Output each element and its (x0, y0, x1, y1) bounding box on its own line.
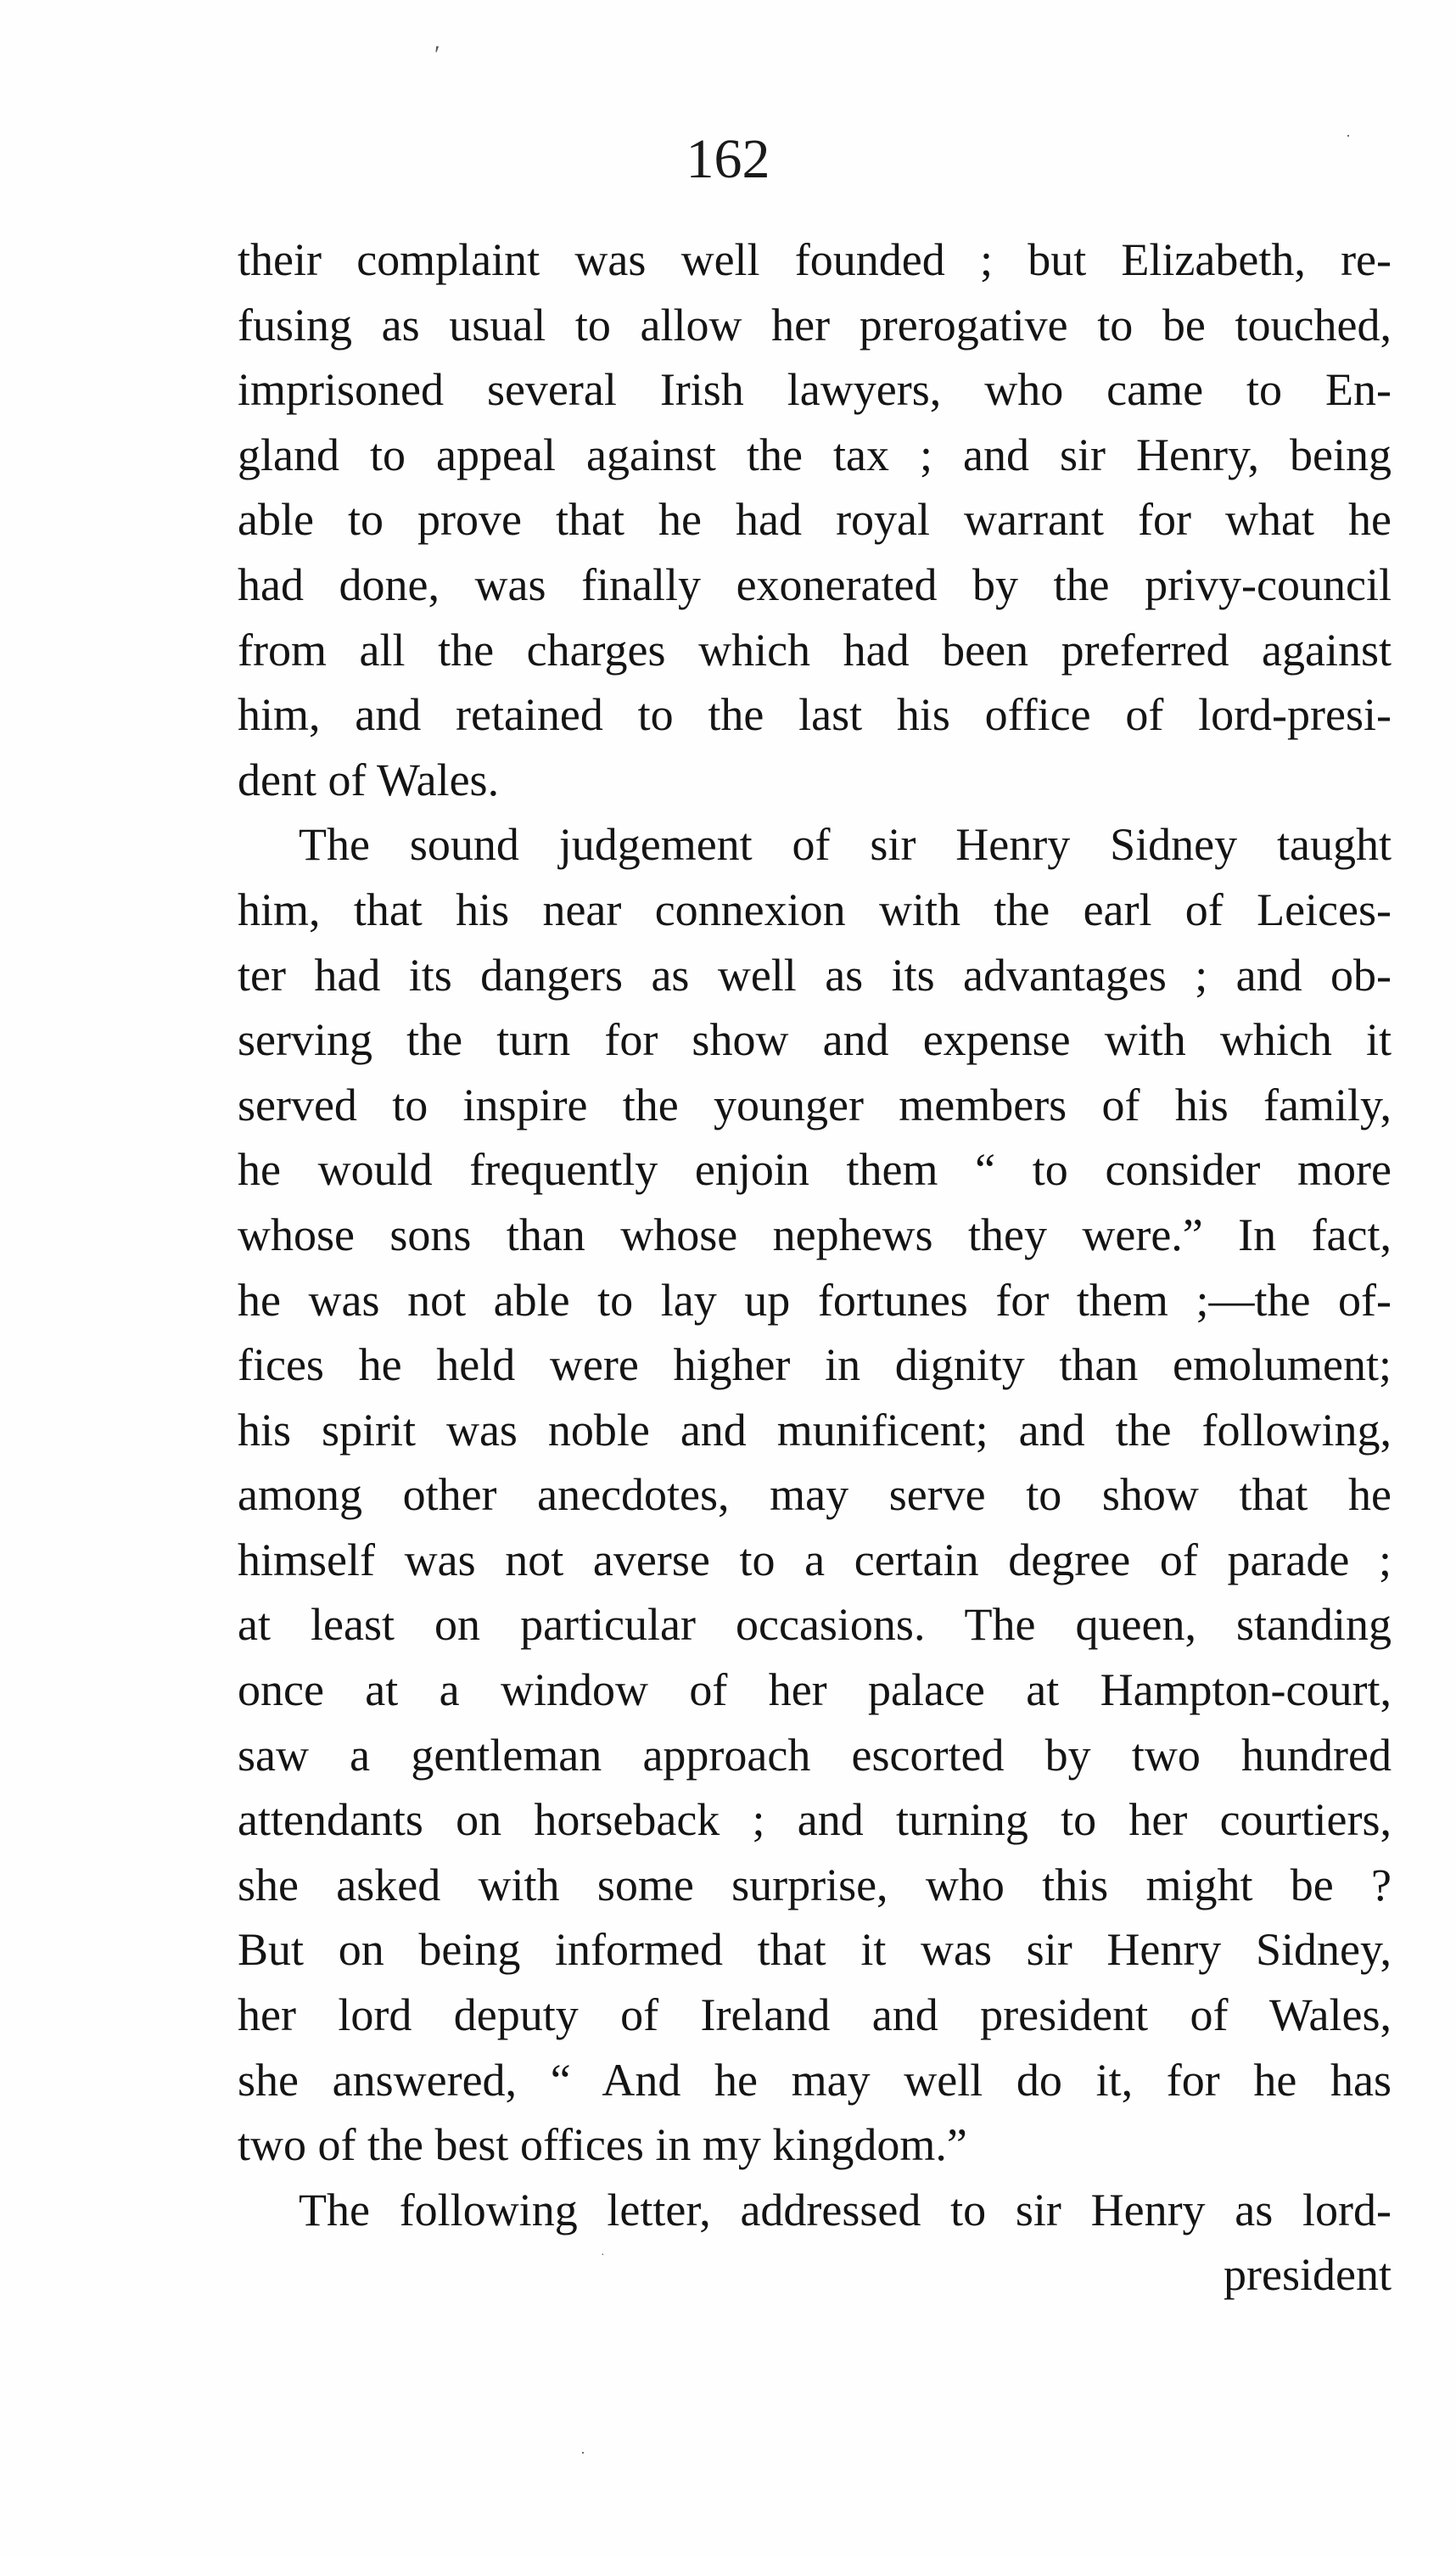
text-line: her lord deputy of Ireland and president of Wales, (238, 1989, 1392, 2041)
text-line: serving the turn for show and expense with which it (238, 1014, 1392, 1066)
text-line: at least on particular occasions. The queen, standing (238, 1599, 1392, 1651)
text-line: fusing as usual to allow her prerogative to be touched, (238, 299, 1392, 351)
text-line: him, that his near connexion with the earl of Leices- (238, 884, 1392, 935)
text-line: she asked with some surprise, who this might be ? (238, 1859, 1392, 1910)
text-line: ter had its dangers as well as its advantages ; and ob- (238, 949, 1392, 1001)
stray-mark: · (601, 2249, 605, 2262)
text-line: The sound judgement of sir Henry Sidney taught (299, 819, 1392, 871)
text-line: imprisoned several Irish lawyers, who came to En- (238, 364, 1392, 416)
text-line: from all the charges which had been preferred against (238, 624, 1392, 676)
text-line: two of the best offices in my kingdom.” (238, 2119, 967, 2171)
text-line: whose sons than whose nephews they were.” In fact, (238, 1209, 1392, 1260)
stray-mark: · (1346, 127, 1351, 144)
text-line: she answered, “ And he may well do it, for he has (238, 2054, 1392, 2106)
text-line: him, and retained to the last his office of lord-presi- (238, 689, 1392, 741)
page-number: 162 (686, 128, 770, 190)
text-line: once at a window of her palace at Hampton-court, (238, 1664, 1392, 1716)
text-line: saw a gentleman approach escorted by two hundred (238, 1729, 1392, 1781)
text-line: gland to appeal against the tax ; and sir Henry, being (238, 429, 1392, 480)
text-line: The following letter, addressed to sir Henry as lord- (299, 2184, 1392, 2235)
text-line: fices he held were higher in dignity than emolument; (238, 1339, 1392, 1391)
text-line: their complaint was well founded ; but Elizabeth, re- (238, 234, 1392, 285)
catchword: president (1224, 2249, 1392, 2301)
text-line: able to prove that he had royal warrant for what he (238, 494, 1392, 546)
text-line: But on being informed that it was sir Henry Sidney, (238, 1924, 1392, 1976)
text-line: his spirit was noble and munificent; and the following, (238, 1404, 1392, 1456)
stray-mark: ʹ (434, 41, 440, 69)
stray-mark: · (580, 2444, 585, 2461)
text-line: he was not able to lay up fortunes for them ;—the of- (238, 1274, 1392, 1326)
body-text (238, 227, 1392, 2308)
text-line: served to inspire the younger members of his family, (238, 1079, 1392, 1130)
text-line: himself was not averse to a certain degree of parade ; (238, 1534, 1392, 1585)
text-line: dent of Wales. (238, 754, 500, 805)
text-line: attendants on horseback ; and turning to her courtiers, (238, 1794, 1392, 1846)
text-line: he would frequently enjoin them “ to consider more (238, 1144, 1392, 1196)
text-line: had done, was finally exonerated by the privy-council (238, 558, 1392, 610)
text-line: among other anecdotes, may serve to show that he (238, 1469, 1392, 1521)
